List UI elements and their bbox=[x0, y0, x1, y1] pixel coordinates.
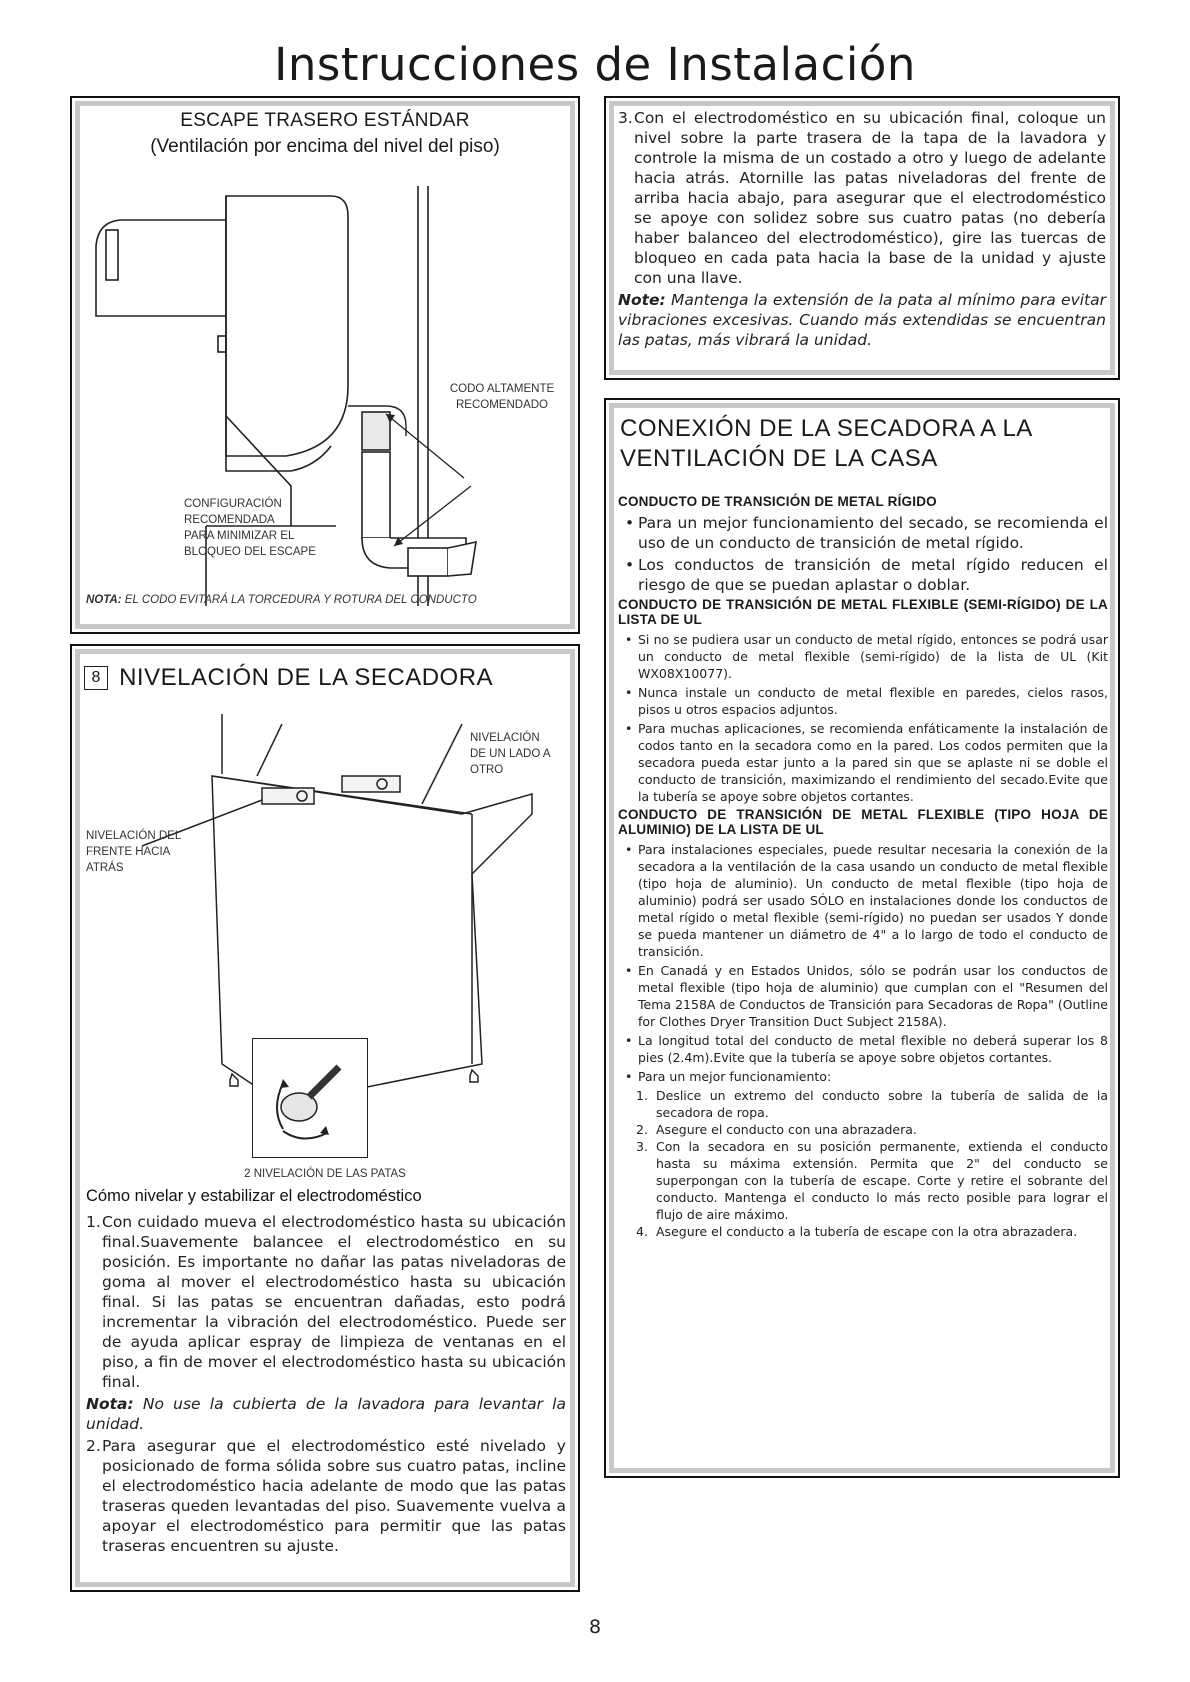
howto-title: Cómo nivelar y estabilizar el electrodoméstico bbox=[86, 1187, 422, 1205]
item-text: Con la secadora en su posición permanente, extienda el conducto hasta su máxima extensión. Permita que 2" del conducto se superpongan con la tubería de escape. Corte y retire el sobrante del conducto. Mantenga el conducto lo más recto posible para lograr el flujo de aire máximo. bbox=[656, 1139, 1108, 1222]
config-label-line4: BLOQUEO DEL ESCAPE bbox=[184, 546, 316, 558]
semi-list bbox=[618, 631, 1108, 805]
step3-number: 3. bbox=[618, 109, 633, 127]
item-text: Deslice un extremo del conducto sobre la tubería de salida de la secadora de ropa. bbox=[656, 1088, 1108, 1120]
exhaust-config-label bbox=[184, 496, 364, 560]
step3-note-text: Mantenga la extensión de la pata al mínimo para evitar vibraciones excesivas. Cuando más extendidas se encuentran las patas, más vibrará la unidad. bbox=[618, 291, 1106, 349]
list-item bbox=[634, 1087, 1108, 1121]
leveling-steps bbox=[86, 1212, 566, 1556]
item-text: Asegure el conducto a la tubería de escape con la otra abrazadera. bbox=[656, 1224, 1078, 1239]
list-item: • Para instalaciones especiales, puede resultar necesaria la conexión de la secadora a la ventilación de la casa usando un conducto de metal flexible (tipo hoja de aluminio). Un conducto de metal flexible (tipo hoja de aluminio) podrá ser usado SÓLO en instalaciones donde los conductos de metal rígido o metal flexible (semi-rígido) no puedan ser usados Y donde se pueda mantener un diámetro de 4" a lo largo de todo el conducto de transición. bbox=[618, 841, 1108, 960]
list-item: • Nunca instale un conducto de metal flexible en paredes, cielos rasos, pisos u otros espacios adjuntos. bbox=[618, 684, 1108, 718]
item-text: Asegure el conducto con una abrazadera. bbox=[656, 1122, 917, 1137]
step3-note-label: Note: bbox=[618, 291, 666, 309]
front-label-line1: NIVELACIÓN DEL bbox=[86, 830, 182, 842]
page-title: Instrucciones de Instalación bbox=[274, 38, 916, 91]
exhaust-note-label: NOTA: bbox=[86, 594, 122, 606]
list-item bbox=[634, 1121, 1108, 1138]
leveling-note-label: Nota: bbox=[86, 1395, 134, 1413]
leveling-feet-label: 2 NIVELACIÓN DE LAS PATAS bbox=[244, 1168, 406, 1180]
page-number: 8 bbox=[588, 1616, 602, 1638]
list-item: • Para un mejor funcionamiento: bbox=[618, 1068, 1108, 1085]
rigid-heading: CONDUCTO DE TRANSICIÓN DE METAL RÍGIDO bbox=[618, 494, 937, 509]
list-item: • La longitud total del conducto de metal flexible no deberá superar los 8 pies (2.4m).Evite que la tubería se apoye sobre objetos cortantes. bbox=[618, 1032, 1108, 1066]
connection-body bbox=[618, 494, 1108, 1240]
exhaust-section bbox=[70, 96, 580, 634]
connection-title bbox=[620, 414, 1108, 474]
config-label-line3: PARA MINIMIZAR EL bbox=[184, 530, 295, 542]
exhaust-note bbox=[86, 594, 576, 606]
step3-item bbox=[618, 108, 1106, 288]
item-number: 1. bbox=[636, 1088, 648, 1103]
step1-number: 1. bbox=[86, 1213, 101, 1231]
leveling-note-text: No use la cubierta de la lavadora para levantar la unidad. bbox=[86, 1395, 566, 1433]
connection-title-line2: VENTILACIÓN DE LA CASA bbox=[620, 445, 938, 472]
step2-number: 2. bbox=[86, 1437, 101, 1455]
leveling-step-2 bbox=[86, 1436, 566, 1556]
list-item: • Los conductos de transición de metal rígido reducen el riesgo de que se puedan aplastar o doblar. bbox=[618, 555, 1108, 595]
front-label-line3: ATRÁS bbox=[86, 862, 124, 874]
connection-title-line1: CONEXIÓN DE LA SECADORA A LA bbox=[620, 415, 1033, 442]
connection-section bbox=[604, 398, 1120, 1478]
leveling-step-1 bbox=[86, 1212, 566, 1392]
procedure-list bbox=[618, 1087, 1108, 1240]
step1-text: Con cuidado mueva el electrodoméstico hasta su ubicación final.Suavemente balancee el electrodoméstico en su posición. Es importante no dañar las patas niveladoras de goma al mover el electrodoméstico hasta su ubicación final. Si las patas se encuentran dañadas, esto podrá incrementar la vibración del electrodoméstico. Puede ser de ayuda aplicar espray de limpieza de ventanas en el piso, a fin de mover el electrodoméstico hasta su ubicación final. bbox=[102, 1213, 566, 1391]
front-label-line2: FRENTE HACIA bbox=[86, 846, 171, 858]
list-item: • Para muchas aplicaciones, se recomienda enfáticamente la instalación de codos tanto en la secadora como en la pared. Los codos permiten que la secadora pueda estar junto a la pared sin que se aplaste ni se doble el conducto de transición, maximizando el rendimiento del secado.Evite que la tubería se apoye sobre objetos cortantes. bbox=[618, 720, 1108, 805]
exhaust-note-text: EL CODO EVITARÁ LA TORCEDURA Y ROTURA DEL CONDUCTO bbox=[124, 594, 477, 606]
list-item bbox=[634, 1138, 1108, 1223]
side-label-line2: DE UN LADO A bbox=[470, 748, 551, 760]
leveling-title: NIVELACIÓN DE LA SECADORA bbox=[119, 664, 494, 691]
foil-heading: CONDUCTO DE TRANSICIÓN DE METAL FLEXIBLE (TIPO HOJA DE ALUMINIO) DE LA LISTA DE UL bbox=[618, 807, 1108, 837]
exhaust-title: ESCAPE TRASERO ESTÁNDAR bbox=[180, 110, 470, 131]
exhaust-subtitle: (Ventilación por encima del nivel del piso) bbox=[150, 136, 500, 157]
leveling-section bbox=[70, 644, 580, 1592]
leveling-foot-inset bbox=[252, 1038, 368, 1158]
side-label-line3: OTRO bbox=[470, 764, 504, 776]
config-label-line1: CONFIGURACIÓN bbox=[184, 498, 282, 510]
config-label-line2: RECOMENDADA bbox=[184, 514, 275, 526]
leveling-note bbox=[86, 1394, 566, 1434]
list-item: • En Canadá y en Estados Unidos, sólo se podrán usar los conductos de metal flexible (tipo hoja de aluminio) que cumplan con el "Resumen del Tema 2158A de Conductos de Transición para Secadoras de Ropa" (Outline for Clothes Dryer Transition Duct Subject 2158A). bbox=[618, 962, 1108, 1030]
list-item bbox=[634, 1223, 1108, 1240]
leveling-foot-icon bbox=[253, 1039, 365, 1155]
exhaust-elbow-label bbox=[428, 381, 576, 413]
step3-section bbox=[604, 96, 1120, 380]
step2-text: Para asegurar que el electrodoméstico esté nivelado y posicionado de forma sólida sobre sus cuatro patas, incline el electrodoméstico hacia adelante de modo que las patas traseras queden levantadas del piso. Suavemente vuelva a apoyar el electrodoméstico para permitir que las patas traseras encuentren su ajuste. bbox=[102, 1437, 566, 1555]
list-item: • Si no se pudiera usar un conducto de metal rígido, entonces se podrá usar un conducto de metal flexible (semi-rígido) de la lista de UL (Kit WX08X10077). bbox=[618, 631, 1108, 682]
rigid-list bbox=[618, 513, 1108, 595]
item-number: 3. bbox=[636, 1139, 648, 1154]
leveling-heading bbox=[84, 664, 564, 692]
elbow-label-line1: CODO ALTAMENTE bbox=[449, 383, 555, 395]
step3-text: Con el electrodoméstico en su ubicación final, coloque un nivel sobre la parte trasera de la tapa de la lavadora y controle la misma de un costado a otro y luego de adelante hacia atrás. Atornille las patas niveladoras del frente de arriba hacia abajo, para asegurar que el electrodoméstico se apoye con solidez sobre sus cuatro patas (no debería haber balanceo del electrodoméstico), gire las tuercas de bloqueo en cada pata hacia la base de la unidad y ajuste con una llave. bbox=[634, 109, 1106, 287]
leveling-front-label bbox=[86, 828, 226, 876]
item-number: 4. bbox=[636, 1224, 648, 1239]
step3-content bbox=[618, 108, 1106, 350]
semi-heading: CONDUCTO DE TRANSICIÓN DE METAL FLEXIBLE (SEMI-RÍGIDO) DE LA LISTA DE UL bbox=[618, 597, 1108, 627]
leveling-number-badge: 8 bbox=[84, 666, 108, 690]
item-number: 2. bbox=[636, 1122, 648, 1137]
foil-list bbox=[618, 841, 1108, 1085]
list-item: • Para un mejor funcionamiento del secado, se recomienda el uso de un conducto de transición de metal rígido. bbox=[618, 513, 1108, 553]
elbow-label-line2: RECOMENDADO bbox=[455, 399, 548, 411]
leveling-side-label bbox=[470, 730, 576, 778]
side-label-line1: NIVELACIÓN bbox=[470, 732, 540, 744]
step3-note bbox=[618, 290, 1106, 350]
